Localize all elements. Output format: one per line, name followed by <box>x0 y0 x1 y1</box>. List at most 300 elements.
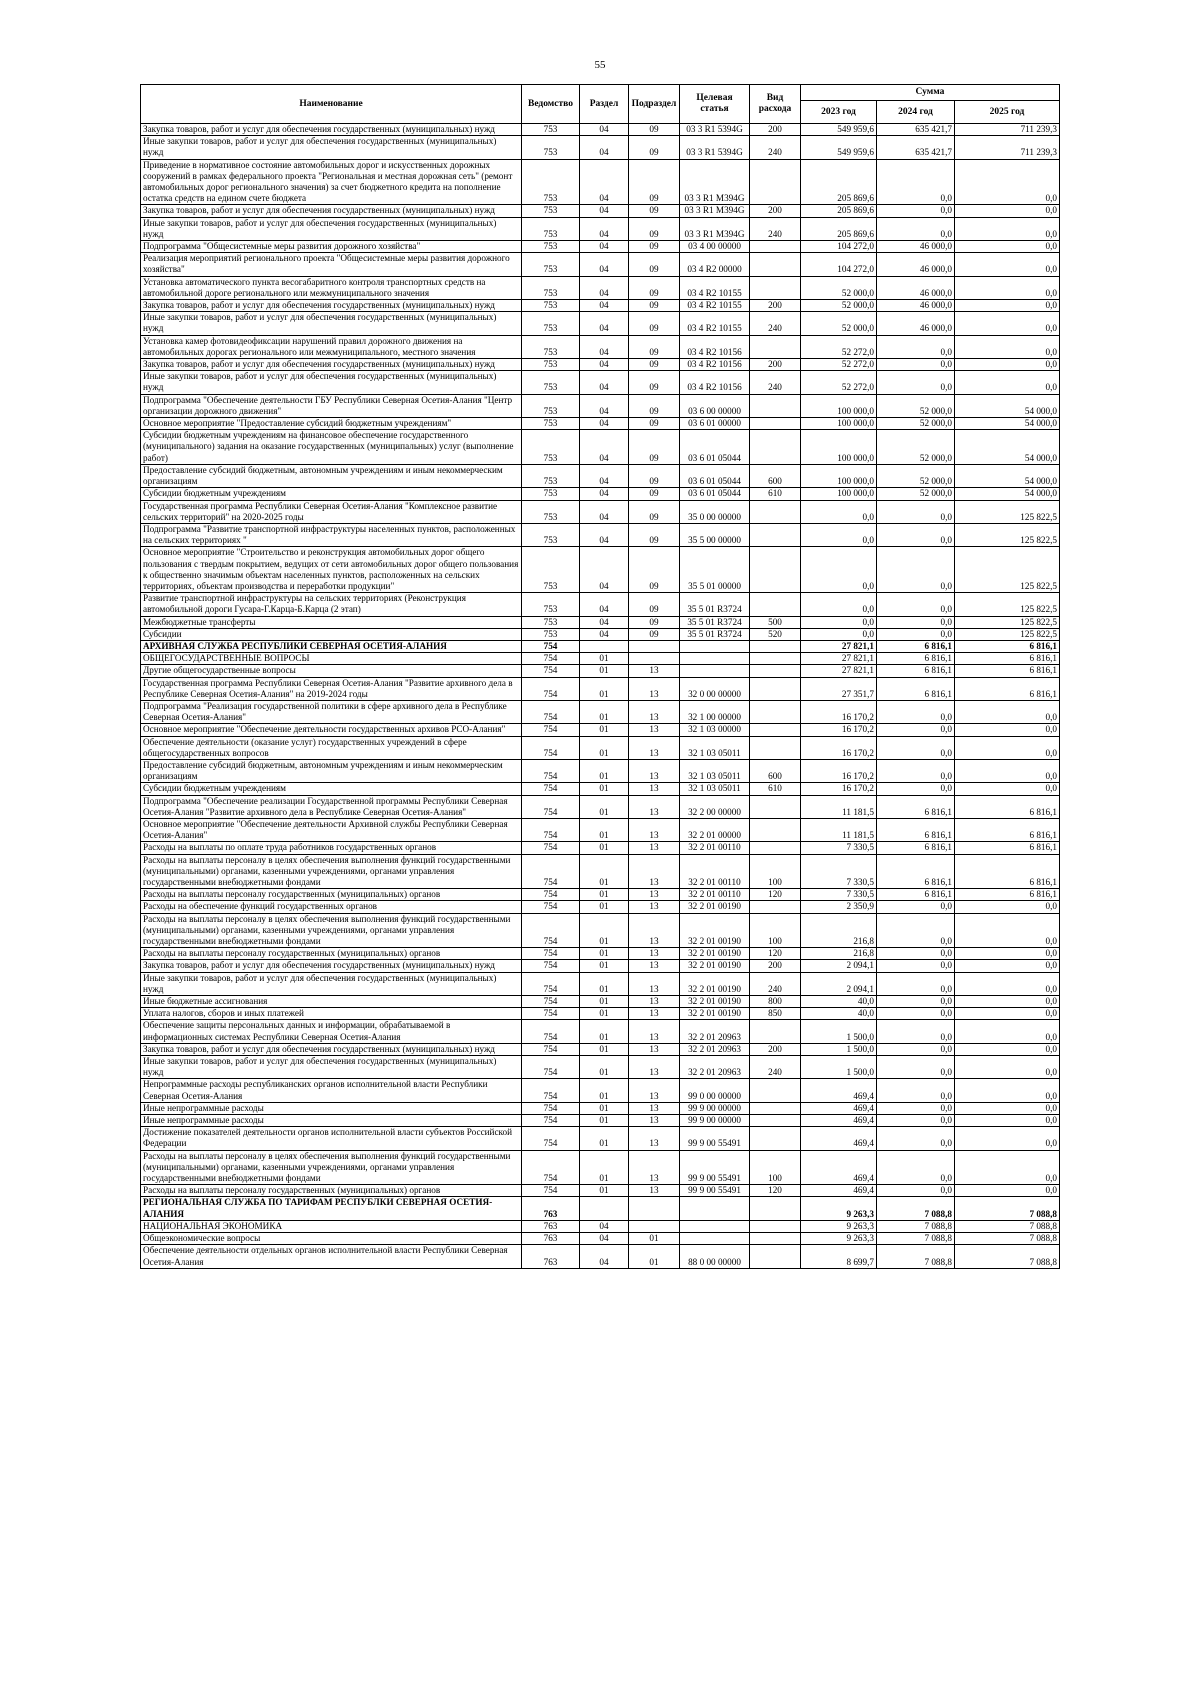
row-2025: 7 088,8 <box>955 1233 1060 1245</box>
row-2023: 549 959,6 <box>801 124 877 136</box>
page-number: 55 <box>594 59 606 71</box>
row-vid <box>750 241 801 253</box>
row-vid <box>750 901 801 913</box>
row-2025: 7 088,8 <box>955 1220 1060 1232</box>
row-2025: 0,0 <box>955 1079 1060 1102</box>
table-row <box>141 430 1060 465</box>
row-2024: 0,0 <box>877 593 955 616</box>
row-name: Расходы на выплаты персоналу государственных (муниципальных) органов <box>141 889 522 901</box>
row-vedomstvo: 754 <box>522 783 580 795</box>
table-row <box>141 1127 1060 1150</box>
row-2023: 16 170,2 <box>801 700 877 723</box>
row-vid <box>750 523 801 546</box>
row-podrazdel: 13 <box>629 996 680 1008</box>
row-podrazdel: 13 <box>629 1043 680 1055</box>
row-vedomstvo: 754 <box>522 1150 580 1185</box>
row-2023: 11 181,5 <box>801 818 877 841</box>
table-row <box>141 854 1060 889</box>
row-razdel: 04 <box>580 300 629 312</box>
table-row <box>141 1102 1060 1114</box>
row-target: 32 2 01 00190 <box>680 913 750 948</box>
row-vid: 100 <box>750 1150 801 1185</box>
table-row <box>141 1008 1060 1020</box>
row-podrazdel: 13 <box>629 1185 680 1197</box>
row-vid: 100 <box>750 854 801 889</box>
row-vedomstvo: 754 <box>522 960 580 972</box>
row-name: Установка автоматического пункта весогабаритного контроля транспортных средств на автомобильной дороге регионального или межмуниципального значения <box>141 276 522 299</box>
row-vid: 240 <box>750 1056 801 1079</box>
row-2024: 0,0 <box>877 159 955 205</box>
table-row <box>141 1079 1060 1102</box>
row-2024: 6 816,1 <box>877 854 955 889</box>
row-vid <box>750 700 801 723</box>
row-podrazdel: 09 <box>629 253 680 276</box>
row-vid: 240 <box>750 371 801 394</box>
row-2023: 549 959,6 <box>801 136 877 159</box>
table-row <box>141 628 1060 640</box>
row-name: Общеэкономические вопросы <box>141 1233 522 1245</box>
row-vid: 520 <box>750 628 801 640</box>
row-vedomstvo: 754 <box>522 724 580 736</box>
row-vid: 200 <box>750 205 801 217</box>
row-name: Закупка товаров, работ и услуг для обеспечения государственных (муниципальных) нужд <box>141 124 522 136</box>
row-razdel: 01 <box>580 724 629 736</box>
row-name: Подпрограмма "Обеспечение реализации Государственной программы Республики Северная Осетия-Алания "Развитие архивного дела в Республике Северная Осетия-Алания" <box>141 795 522 818</box>
row-target: 32 2 01 00190 <box>680 948 750 960</box>
row-razdel: 04 <box>580 136 629 159</box>
row-target: 32 1 03 05011 <box>680 783 750 795</box>
row-2025: 0,0 <box>955 1020 1060 1043</box>
table-row <box>141 488 1060 500</box>
row-vid <box>750 159 801 205</box>
row-target: 32 2 01 00000 <box>680 818 750 841</box>
row-2023: 1 500,0 <box>801 1043 877 1055</box>
row-2024: 0,0 <box>877 1102 955 1114</box>
row-vedomstvo: 754 <box>522 653 580 665</box>
row-vedomstvo: 763 <box>522 1233 580 1245</box>
row-2025: 0,0 <box>955 1008 1060 1020</box>
row-2025: 6 816,1 <box>955 818 1060 841</box>
row-2025: 0,0 <box>955 335 1060 358</box>
row-podrazdel: 13 <box>629 1079 680 1102</box>
header-podrazdel: Подраздел <box>629 85 680 124</box>
row-2023: 0,0 <box>801 593 877 616</box>
row-razdel: 01 <box>580 1102 629 1114</box>
row-name: НАЦИОНАЛЬНАЯ ЭКОНОМИКА <box>141 1220 522 1232</box>
row-vedomstvo: 753 <box>522 205 580 217</box>
row-2024: 46 000,0 <box>877 241 955 253</box>
row-target: 03 3 R1 5394G <box>680 136 750 159</box>
table-row <box>141 736 1060 759</box>
table-row <box>141 700 1060 723</box>
row-2025: 6 816,1 <box>955 677 1060 700</box>
row-vid <box>750 394 801 417</box>
row-name: Межбюджетные трансферты <box>141 616 522 628</box>
row-vedomstvo: 754 <box>522 1102 580 1114</box>
table-row <box>141 547 1060 593</box>
row-razdel: 04 <box>580 394 629 417</box>
row-2025: 6 816,1 <box>955 795 1060 818</box>
row-2024: 0,0 <box>877 217 955 240</box>
row-2024: 0,0 <box>877 948 955 960</box>
row-vedomstvo: 753 <box>522 547 580 593</box>
row-2023: 27 351,7 <box>801 677 877 700</box>
row-2024: 635 421,7 <box>877 136 955 159</box>
row-name: Реализация мероприятий регионального проекта "Общесистемные меры развития дорожного хозяйства" <box>141 253 522 276</box>
table-body <box>141 124 1060 1269</box>
row-razdel: 04 <box>580 464 629 487</box>
row-2024: 0,0 <box>877 359 955 371</box>
row-podrazdel: 09 <box>629 217 680 240</box>
row-podrazdel <box>629 640 680 652</box>
row-vid <box>750 795 801 818</box>
table-row <box>141 616 1060 628</box>
table-row <box>141 1185 1060 1197</box>
row-razdel: 04 <box>580 547 629 593</box>
row-vedomstvo: 754 <box>522 842 580 854</box>
row-razdel: 01 <box>580 842 629 854</box>
table-row <box>141 842 1060 854</box>
row-target: 03 4 R2 10155 <box>680 300 750 312</box>
row-2023: 0,0 <box>801 523 877 546</box>
row-name: Развитие транспортной инфраструктуры на сельских территориях (Реконструкция автомобильной дороги Гусара-Г.Карца-Б.Карца (2 этап) <box>141 593 522 616</box>
row-vedomstvo: 753 <box>522 593 580 616</box>
row-2025: 54 000,0 <box>955 418 1060 430</box>
row-2024: 46 000,0 <box>877 253 955 276</box>
row-razdel: 04 <box>580 628 629 640</box>
row-2025: 125 822,5 <box>955 523 1060 546</box>
row-vid: 240 <box>750 972 801 995</box>
row-vedomstvo: 754 <box>522 640 580 652</box>
row-2023: 0,0 <box>801 616 877 628</box>
row-razdel: 04 <box>580 418 629 430</box>
row-2025: 711 239,3 <box>955 124 1060 136</box>
row-podrazdel: 09 <box>629 547 680 593</box>
row-vedomstvo: 754 <box>522 1056 580 1079</box>
table-row <box>141 783 1060 795</box>
row-2024: 0,0 <box>877 1056 955 1079</box>
row-vid <box>750 593 801 616</box>
row-target: 03 6 00 00000 <box>680 394 750 417</box>
row-2024: 0,0 <box>877 1115 955 1127</box>
row-2024: 0,0 <box>877 960 955 972</box>
row-2024: 6 816,1 <box>877 640 955 652</box>
row-2023: 205 869,6 <box>801 217 877 240</box>
row-podrazdel: 13 <box>629 1150 680 1185</box>
row-name: Основное мероприятие "Строительство и реконструкция автомобильных дорог общего пользования с твердым покрытием, ведущих от сети автомобильных дорог общего пользования к общественно значимым объектам населенных пунктов, расположенных на сельских территориях, объектам производства и переработки продукции" <box>141 547 522 593</box>
row-2023: 2 094,1 <box>801 972 877 995</box>
table-row <box>141 901 1060 913</box>
table-row <box>141 253 1060 276</box>
row-razdel: 04 <box>580 593 629 616</box>
row-2024: 7 088,8 <box>877 1220 955 1232</box>
row-target <box>680 1220 750 1232</box>
row-name: Расходы на выплаты персоналу в целях обеспечения выполнения функций государственными (муниципальными) органами, казенными учреждениями, органами управления государственными внебюджетными фондами <box>141 1150 522 1185</box>
row-2025: 0,0 <box>955 1127 1060 1150</box>
row-podrazdel: 13 <box>629 783 680 795</box>
row-podrazdel: 01 <box>629 1245 680 1268</box>
row-target: 35 5 01 R3724 <box>680 616 750 628</box>
table-row <box>141 418 1060 430</box>
row-2025: 0,0 <box>955 736 1060 759</box>
row-vedomstvo: 754 <box>522 700 580 723</box>
row-vid: 500 <box>750 616 801 628</box>
table-row <box>141 312 1060 335</box>
budget-table <box>140 84 1060 1269</box>
row-2024: 6 816,1 <box>877 842 955 854</box>
row-vedomstvo: 754 <box>522 948 580 960</box>
row-2024: 0,0 <box>877 500 955 523</box>
row-podrazdel: 13 <box>629 665 680 677</box>
row-vid <box>750 724 801 736</box>
row-name: Основное мероприятие "Обеспечение деятельности государственных архивов РСО-Алания" <box>141 724 522 736</box>
table-row <box>141 217 1060 240</box>
row-name: Подпрограмма "Реализация государственной политики в сфере архивного дела в Республике Северная Осетия-Алания" <box>141 700 522 723</box>
row-razdel: 01 <box>580 700 629 723</box>
row-2025: 0,0 <box>955 159 1060 205</box>
row-target: 03 6 01 05044 <box>680 488 750 500</box>
row-2023: 100 000,0 <box>801 488 877 500</box>
row-target: 03 6 01 05044 <box>680 464 750 487</box>
row-vid: 120 <box>750 948 801 960</box>
row-razdel: 04 <box>580 241 629 253</box>
row-2025: 0,0 <box>955 724 1060 736</box>
row-2024: 6 816,1 <box>877 818 955 841</box>
row-razdel: 01 <box>580 1043 629 1055</box>
row-2024: 0,0 <box>877 1185 955 1197</box>
row-podrazdel <box>629 653 680 665</box>
row-2023: 27 821,1 <box>801 653 877 665</box>
row-target: 03 4 R2 10156 <box>680 359 750 371</box>
row-2023: 16 170,2 <box>801 759 877 782</box>
row-target: 32 1 03 05011 <box>680 759 750 782</box>
row-name: Иные закупки товаров, работ и услуг для обеспечения государственных (муниципальных) нужд <box>141 217 522 240</box>
row-2025: 6 816,1 <box>955 889 1060 901</box>
row-2025: 125 822,5 <box>955 500 1060 523</box>
row-2024: 46 000,0 <box>877 312 955 335</box>
table-row <box>141 665 1060 677</box>
row-target: 32 1 00 00000 <box>680 700 750 723</box>
row-2023: 16 170,2 <box>801 724 877 736</box>
table-row <box>141 724 1060 736</box>
row-vid <box>750 736 801 759</box>
row-2025: 0,0 <box>955 359 1060 371</box>
row-name: Подпрограмма "Развитие транспортной инфраструктуры населенных пунктов, расположенных на сельских территориях " <box>141 523 522 546</box>
row-name: АРХИВНАЯ СЛУЖБА РЕСПУБЛИКИ СЕВЕРНАЯ ОСЕТИЯ-АЛАНИЯ <box>141 640 522 652</box>
row-name: Иные бюджетные ассигнования <box>141 996 522 1008</box>
table-row <box>141 1197 1060 1220</box>
table-row <box>141 640 1060 652</box>
row-2023: 0,0 <box>801 628 877 640</box>
row-podrazdel: 13 <box>629 759 680 782</box>
row-2025: 0,0 <box>955 1185 1060 1197</box>
row-2023: 52 272,0 <box>801 335 877 358</box>
row-vid: 610 <box>750 488 801 500</box>
row-vedomstvo: 754 <box>522 1008 580 1020</box>
row-2024: 0,0 <box>877 901 955 913</box>
row-vid <box>750 335 801 358</box>
row-name: Субсидии бюджетным учреждениям <box>141 783 522 795</box>
row-2024: 6 816,1 <box>877 653 955 665</box>
row-2023: 469,4 <box>801 1102 877 1114</box>
row-2023: 205 869,6 <box>801 159 877 205</box>
row-vedomstvo: 753 <box>522 430 580 465</box>
row-vid: 600 <box>750 464 801 487</box>
row-2024: 46 000,0 <box>877 276 955 299</box>
row-podrazdel: 13 <box>629 736 680 759</box>
row-vid <box>750 1020 801 1043</box>
row-razdel: 01 <box>580 1079 629 1102</box>
row-2023: 9 263,3 <box>801 1220 877 1232</box>
row-name: Закупка товаров, работ и услуг для обеспечения государственных (муниципальных) нужд <box>141 960 522 972</box>
row-podrazdel: 13 <box>629 795 680 818</box>
row-razdel: 01 <box>580 889 629 901</box>
row-target: 32 2 01 00190 <box>680 1008 750 1020</box>
row-vid <box>750 1220 801 1232</box>
row-vedomstvo: 753 <box>522 371 580 394</box>
row-podrazdel: 09 <box>629 312 680 335</box>
row-2025: 125 822,5 <box>955 593 1060 616</box>
row-2023: 104 272,0 <box>801 253 877 276</box>
row-podrazdel: 13 <box>629 913 680 948</box>
row-podrazdel: 09 <box>629 616 680 628</box>
table-row <box>141 913 1060 948</box>
row-2024: 0,0 <box>877 616 955 628</box>
table-row <box>141 759 1060 782</box>
row-2023: 9 263,3 <box>801 1197 877 1220</box>
header-target: Целевая статья <box>680 85 750 124</box>
row-name: Расходы на выплаты персоналу государственных (муниципальных) органов <box>141 948 522 960</box>
row-podrazdel: 13 <box>629 1102 680 1114</box>
row-2024: 0,0 <box>877 736 955 759</box>
row-target: 03 4 00 00000 <box>680 241 750 253</box>
row-2023: 469,4 <box>801 1079 877 1102</box>
row-name: Предоставление субсидий бюджетным, автономным учреждениям и иным некоммерческим организациям <box>141 759 522 782</box>
row-vedomstvo: 753 <box>522 335 580 358</box>
table-row <box>141 593 1060 616</box>
row-vedomstvo: 753 <box>522 488 580 500</box>
row-razdel: 01 <box>580 1115 629 1127</box>
row-razdel: 04 <box>580 616 629 628</box>
row-vid <box>750 253 801 276</box>
row-target: 03 3 R1 M394G <box>680 205 750 217</box>
row-target: 35 5 01 00000 <box>680 547 750 593</box>
row-vedomstvo: 753 <box>522 464 580 487</box>
row-2024: 0,0 <box>877 628 955 640</box>
row-podrazdel: 09 <box>629 124 680 136</box>
row-vid <box>750 640 801 652</box>
row-podrazdel: 01 <box>629 1233 680 1245</box>
table-row <box>141 795 1060 818</box>
table-row <box>141 136 1060 159</box>
row-vedomstvo: 763 <box>522 1197 580 1220</box>
row-vedomstvo: 754 <box>522 795 580 818</box>
row-target <box>680 1233 750 1245</box>
row-name: Расходы на обеспечение функций государственных органов <box>141 901 522 913</box>
row-vid: 200 <box>750 960 801 972</box>
row-target: 03 6 01 05044 <box>680 430 750 465</box>
row-podrazdel: 13 <box>629 960 680 972</box>
row-2025: 0,0 <box>955 300 1060 312</box>
row-2025: 54 000,0 <box>955 394 1060 417</box>
row-razdel: 04 <box>580 1245 629 1268</box>
row-vedomstvo: 754 <box>522 1127 580 1150</box>
table-header <box>141 85 1060 124</box>
row-vedomstvo: 753 <box>522 300 580 312</box>
row-razdel: 01 <box>580 736 629 759</box>
row-podrazdel: 13 <box>629 901 680 913</box>
row-2024: 7 088,8 <box>877 1233 955 1245</box>
row-2023: 216,8 <box>801 948 877 960</box>
table-row <box>141 1233 1060 1245</box>
row-2024: 0,0 <box>877 1043 955 1055</box>
row-2023: 27 821,1 <box>801 640 877 652</box>
row-target: 03 4 R2 10155 <box>680 312 750 335</box>
row-2025: 0,0 <box>955 1043 1060 1055</box>
row-vedomstvo: 753 <box>522 394 580 417</box>
row-vid <box>750 418 801 430</box>
row-podrazdel: 09 <box>629 418 680 430</box>
row-vedomstvo: 754 <box>522 996 580 1008</box>
row-razdel: 01 <box>580 1020 629 1043</box>
row-podrazdel: 13 <box>629 700 680 723</box>
row-2025: 0,0 <box>955 948 1060 960</box>
row-name: Иные закупки товаров, работ и услуг для обеспечения государственных (муниципальных) нужд <box>141 136 522 159</box>
row-name: Установка камер фотовидеофиксации нарушений правил дорожного движения на автомобильных дорогах регионального или межмуниципального, местного значения <box>141 335 522 358</box>
row-name: Иные закупки товаров, работ и услуг для обеспечения государственных (муниципальных) нужд <box>141 371 522 394</box>
row-2024: 0,0 <box>877 1008 955 1020</box>
row-razdel: 04 <box>580 1220 629 1232</box>
row-razdel: 01 <box>580 948 629 960</box>
row-name: Основное мероприятие "Предоставление субсидий бюджетным учреждениям" <box>141 418 522 430</box>
table-row <box>141 1245 1060 1268</box>
row-razdel: 01 <box>580 854 629 889</box>
row-vid: 120 <box>750 889 801 901</box>
row-2023: 7 330,5 <box>801 842 877 854</box>
row-podrazdel: 09 <box>629 276 680 299</box>
row-vid: 120 <box>750 1185 801 1197</box>
row-2025: 125 822,5 <box>955 616 1060 628</box>
table-row <box>141 996 1060 1008</box>
row-2023: 7 330,5 <box>801 854 877 889</box>
table-row <box>141 889 1060 901</box>
row-vedomstvo: 763 <box>522 1245 580 1268</box>
row-name: Закупка товаров, работ и услуг для обеспечения государственных (муниципальных) нужд <box>141 300 522 312</box>
row-target: 35 0 00 00000 <box>680 500 750 523</box>
row-name: Иные закупки товаров, работ и услуг для обеспечения государственных (муниципальных) нужд <box>141 312 522 335</box>
row-target: 99 9 00 55491 <box>680 1185 750 1197</box>
row-podrazdel: 09 <box>629 371 680 394</box>
table-row <box>141 960 1060 972</box>
row-vedomstvo: 753 <box>522 124 580 136</box>
table-row <box>141 241 1060 253</box>
row-vedomstvo: 753 <box>522 159 580 205</box>
table-row <box>141 276 1060 299</box>
row-podrazdel: 13 <box>629 1020 680 1043</box>
row-vid: 800 <box>750 996 801 1008</box>
table-row <box>141 500 1060 523</box>
row-podrazdel: 09 <box>629 394 680 417</box>
row-2024: 0,0 <box>877 1127 955 1150</box>
row-vedomstvo: 754 <box>522 1079 580 1102</box>
row-vid: 200 <box>750 300 801 312</box>
row-podrazdel: 09 <box>629 430 680 465</box>
row-target: 32 1 03 05011 <box>680 736 750 759</box>
row-podrazdel: 13 <box>629 854 680 889</box>
row-razdel: 01 <box>580 1150 629 1185</box>
row-2023: 40,0 <box>801 996 877 1008</box>
row-vid: 850 <box>750 1008 801 1020</box>
